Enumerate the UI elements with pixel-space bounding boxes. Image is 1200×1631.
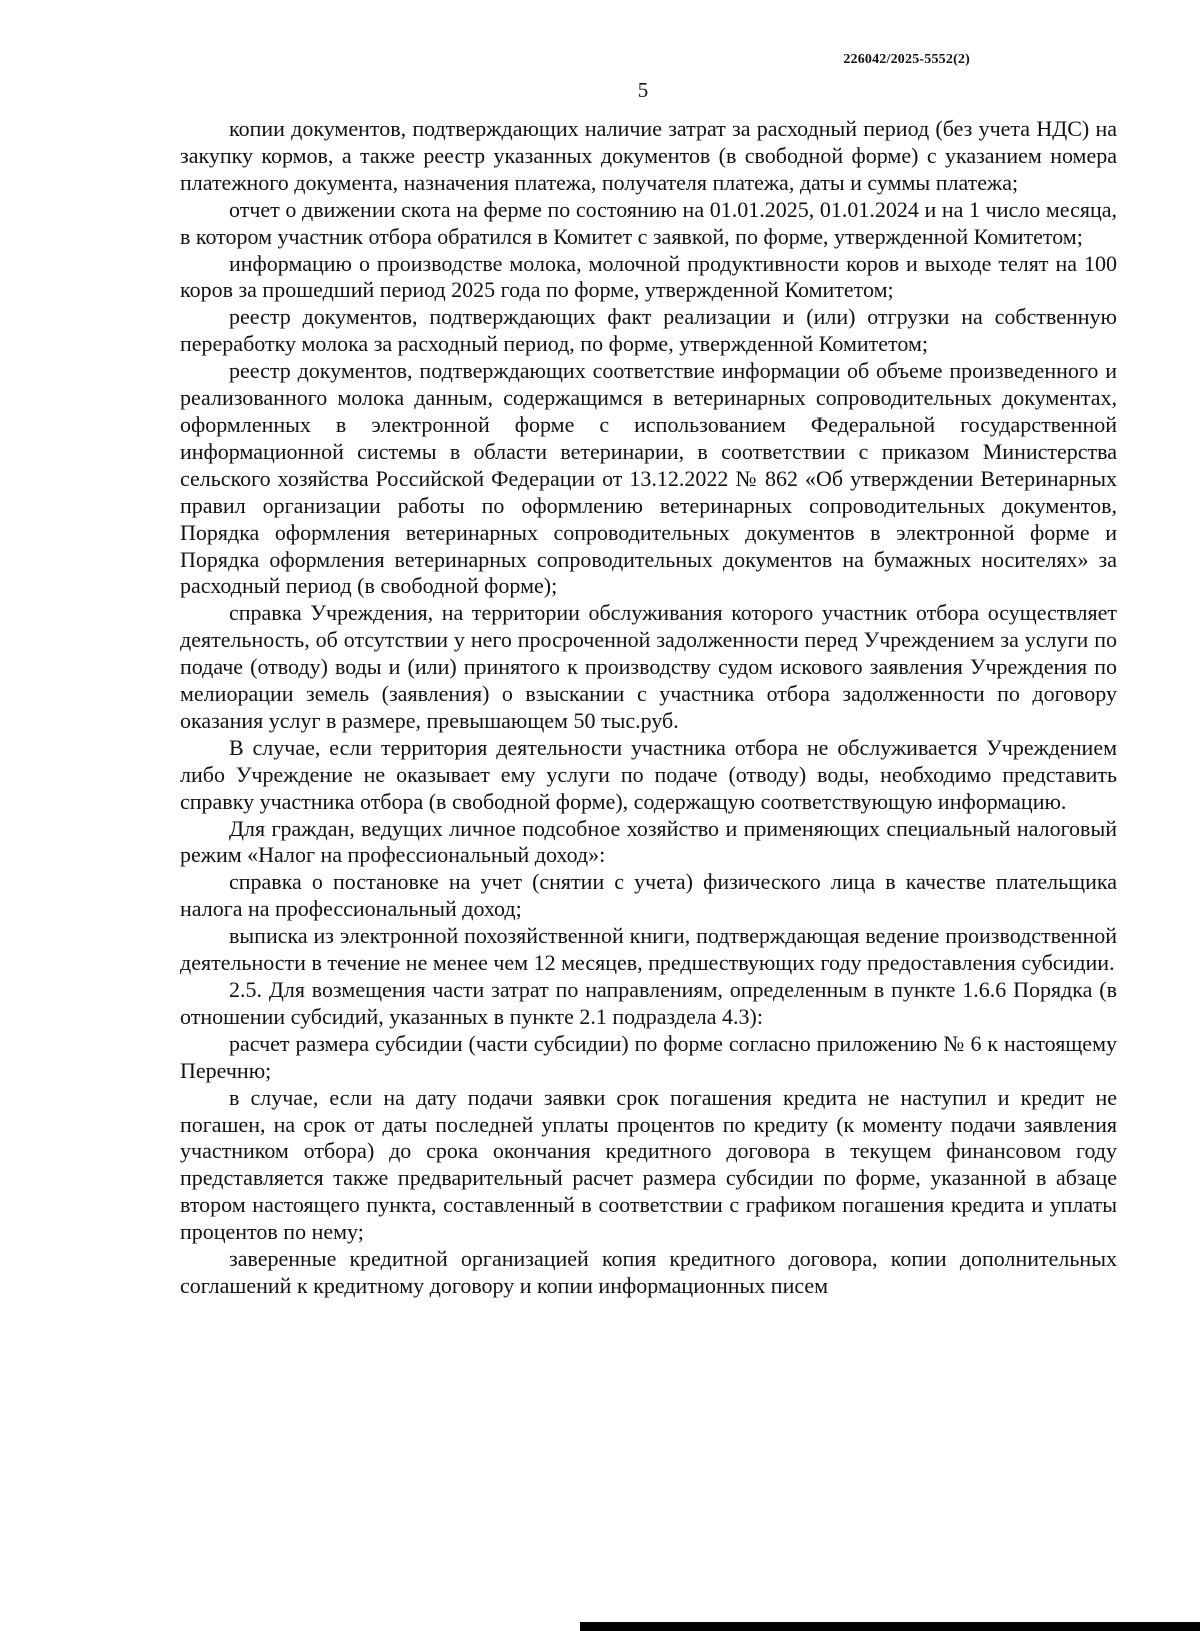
paragraph: Для граждан, ведущих личное подсобное хозяйство и применяющих специальный налоговый режим «Налог на профессиональный доход»: [180,815,1117,868]
paragraph: выписка из электронной похозяйственной книги, подтверждающая ведение производственной деятельности в течение не менее чем 12 месяцев, предшествующих году предоставления субсидии. [180,923,1117,976]
paragraph: копии документов, подтверждающих наличие затрат за расходный период (без учета НДС) на закупку кормов, а также реестр указанных документов (в свободной форме) с указанием номера платежного документа, назначения платежа, получателя платежа, даты и суммы платежа; [180,116,1117,195]
page-number: 5 [637,78,649,102]
paragraph: справка о постановке на учет (снятии с учета) физического лица в качестве плательщика налога на профессиональный доход; [180,869,1117,922]
paragraph: справка Учреждения, на территории обслуживания которого участник отбора осуществляет деятельность, об отсутствии у него просроченной задолженности перед Учреждением за услуги по подаче (отводу) воды и (или) принятого к производству судом искового заявления Учреждения по мелиорации земель (заявления) о взыскании с участника отбора задолженности по договору оказания услуг в размере, превышающем 50 тыс.руб. [180,600,1117,733]
paragraph: информацию о производстве молока, молочной продуктивности коров и выходе телят на 100 коров за прошедший период 2025 года по форме, утвержденной Комитетом; [180,250,1117,303]
paragraph: реестр документов, подтверждающих факт реализации и (или) отгрузки на собственную переработку молока за расходный период, по форме, утвержденной Комитетом; [180,304,1117,357]
paragraph: отчет о движении скота на ферме по состоянию на 01.01.2025, 01.01.2024 и на 1 число месяца, в котором участник отбора обратился в Комитет с заявкой, по форме, утвержденной Комитетом; [180,196,1117,249]
paragraph: В случае, если территория деятельности участника отбора не обслуживается Учреждением либо Учреждение не оказывает ему услуги по подаче (отводу) воды, необходимо представить справку участника отбора (в свободной форме), содержащую соответствующую информацию. [180,734,1117,814]
document-body [180,116,1117,1300]
paragraph: реестр документов, подтверждающих соответствие информации об объеме произведенного и реализованного молока данным, содержащимся в ветеринарных сопроводительных документах, оформленных в электронной форме с использованием Федеральной государственной информационной системы в области ветеринарии, в соответствии с приказом Министерства сельского хозяйства Российской Федерации от 13.12.2022 № 862 «Об утверждении Ветеринарных правил организации работы по оформлению ветеринарных сопроводительных документов, Порядка оформления ветеринарных сопроводительных документов в электронной форме и Порядка оформления ветеринарных сопроводительных документов на бумажных носителях» за расходный период (в свободной форме); [180,358,1117,599]
paragraph: заверенные кредитной организацией копия кредитного договора, копии дополнительных соглашений к кредитному договору и копии информационных писем [180,1246,1117,1298]
scan-edge-bar [580,1622,1200,1631]
document-registration-number: 226042/2025-5552(2) [843,52,970,67]
paragraph: 2.5. Для возмещения части затрат по направлениям, определенным в пункте 1.6.6 Порядка (в отношении субсидий, указанных в пункте 2.1 подраздела 4.3): [180,977,1117,1029]
paragraph: расчет размера субсидии (части субсидии) по форме согласно приложению № 6 к настоящему Перечню; [180,1030,1117,1083]
paragraph: в случае, если на дату подачи заявки срок погашения кредита не наступил и кредит не погашен, на срок от даты последней уплаты процентов по кредиту (к моменту подачи заявления участником отбора) до срока окончания кредитного договора в текущем финансовом году представляется также предварительный расчет размера субсидии по форме, указанной в абзаце втором настоящего пункта, составленный в соответствии с графиком погашения кредита и уплаты процентов по нему; [180,1084,1117,1245]
